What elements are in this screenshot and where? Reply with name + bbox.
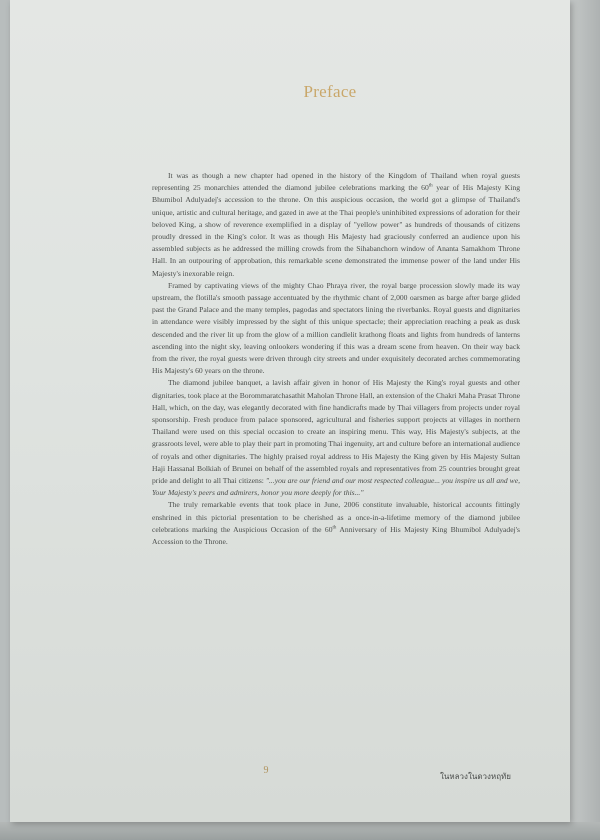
- page-title: Preface: [303, 82, 357, 101]
- preface-body: [152, 170, 520, 548]
- page-number: 9: [263, 765, 269, 776]
- paragraph-1-text-a: It was as though a new chapter had opened in the history of the Kingdom of Thailand when royal guests representing 25 monarchies attended the diamond jubilee celebrations marking the 60: [152, 171, 520, 193]
- book-page: [10, 0, 570, 822]
- paragraph-1-text-b: year of His Majesty King Bhumibol Adulyadej's accession to the throne. On this auspicious occasion, the world got a glimpse of Thailand's unique, artistic and cultural heritage, and gazed in awe at the Thai people's uninhibited expressions of adoration for their beloved King, a show of reverence exemplified in a display of "yellow power" as hundreds of thousands of citizens proudly dressed in the King's color. It was as though His Majesty had graciously conferred an audience upon his assembled subjects as he addressed the milling crowds from the Sihabanchorn window of Ananta Samakhom Throne Hall. In an outpouring of approbation, this remarkable scene demonstrated the immense power of the land under His Majesty's inexorable reign.: [152, 183, 520, 278]
- page-edge-bottom: [0, 822, 600, 840]
- paragraph-4-text-a: The truly remarkable events that took place in June, 2006 constitute invaluable, historical accounts fittingly enshrined in this pictorial presentation to be cherished as a once-in-a-lifetime memory of the diamond jubilee celebrations marking the Auspicious Occasion of the 60: [152, 500, 520, 534]
- paragraph-1: [152, 170, 520, 280]
- running-footer: ในหลวงในดวงหฤทัย: [440, 772, 511, 781]
- ordinal-suffix: th: [332, 525, 337, 531]
- paragraph-4-text-b: Anniversary of His Majesty King Bhumibol Adulyadej's Accession to the Throne.: [152, 524, 520, 547]
- page-edge-right: [570, 0, 600, 840]
- paragraph-3: [152, 377, 520, 499]
- ordinal-suffix: th: [428, 183, 433, 189]
- paragraph-2: Framed by captivating views of the mighty Chao Phraya river, the royal barge procession slowly made its way upstream, the flotilla's smooth passage accentuated by the rhythmic chant of 2,000 oarsmen as barge after barge glided past the Grand Palace and the many temples, pagodas and spectators lining the riverbanks. Royal guests and dignitaries in attendance were visibly impressed by the sight of this unique spectacle; their appreciation reaching a peak as dusk descended and the river lit up from the glow of a million candlelit krathong floats and lights from hundreds of lanterns ascending into the night sky, leaving onlookers wondering if this was a dream scene from heaven. On their way back from the river, the royal guests were driven through city streets and under exquisitely decorated arches commemorating His Majesty's 60 years on the throne.: [152, 280, 520, 376]
- royal-address-quote: "...you are our friend and our most respected colleague... you inspire us all and we, Your Majesty's peers and admirers, honor you more deeply for this...": [152, 476, 520, 498]
- paragraph-3-text: The diamond jubilee banquet, a lavish affair given in honor of His Majesty the King's royal guests and other dignitaries, took place at the Borommaratchasathit Maholan Throne Hall, an extension of the Chakri Maha Prasat Throne Hall, which, on the day, was elegantly decorated with fine handicrafts made by Thai villagers from projects under royal sponsorship. Fresh produce from palace sponsored, agricultural and fisheries support projects at villages in northern Thailand were used on this special occasion to create an inspiring menu. This way, His Majesty's subjects, at the grassroots level, were able to play their part in promoting Thai ingenuity, art and culture before an international audience of royals and other dignitaries. The highly praised royal address to His Majesty the King given by His Majesty Sultan Haji Hassanal Bolkiah of Brunei on behalf of the assembled royals and representatives from 25 countries brought great pride and delight to all Thai citizens:: [152, 378, 520, 486]
- paragraph-4: [152, 499, 520, 548]
